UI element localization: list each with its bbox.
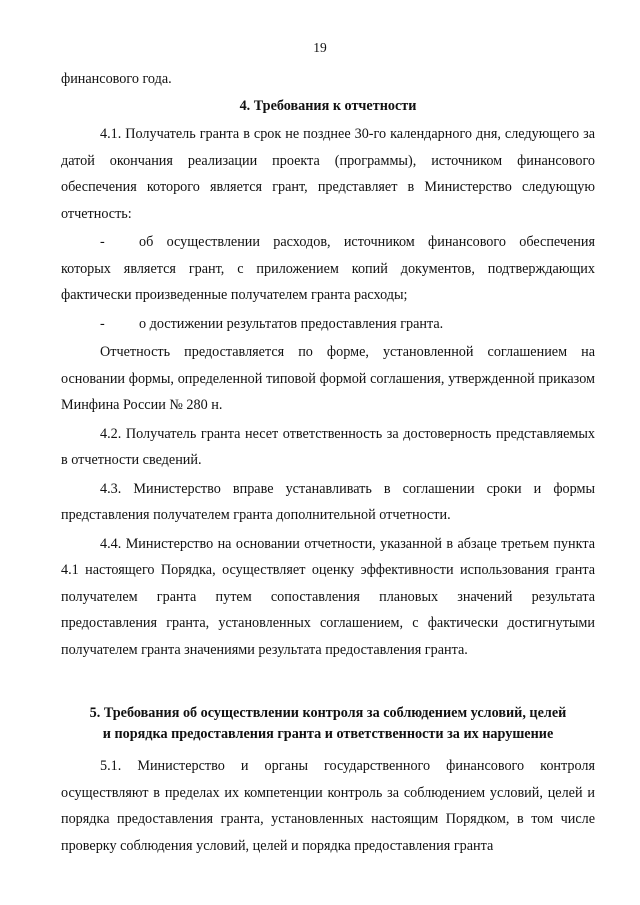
paragraph-4-3: 4.3. Министерство вправе устанавливать в соглашении сроки и формы представления получателем гранта дополнительной отчетности. <box>61 480 595 523</box>
dash-list-item-1-text: об осуществлении расходов, источником финансового обеспечения которых является грант, с приложением копий документов, подтверждающих фактически произведенные получателем гранта расходы; <box>61 234 595 303</box>
section-5-heading-line-1: 5. Требования об осуществлении контроля за соблюдением условий, целей <box>89 705 567 721</box>
dash-list-item-2 <box>61 311 595 338</box>
section-4-heading: 4. Требования к отчетности <box>239 97 417 114</box>
paragraph-report-form: Отчетность предоставляется по форме, установленной соглашением на основании формы, определенной типовой формой соглашения, утвержденной приказом Минфина России № 280 н. <box>61 344 595 413</box>
dash-marker: - <box>100 234 105 250</box>
page-number: 19 <box>313 40 327 55</box>
document-body <box>61 66 595 859</box>
dash-marker: - <box>100 315 105 332</box>
section-5-heading <box>61 703 595 745</box>
paragraph-4-4: 4.4. Министерство на основании отчетности, указанной в абзаце третьем пункта 4.1 настоящего Порядка, осуществляет оценку эффективности использования гранта получателем гранта путем сопоставления плановых значений результата предоставления гранта, установленных соглашением, с фактически достигнутыми получателем гранта значениями результата предоставления гранта. <box>61 535 595 658</box>
carry-over-text: финансового года. <box>61 71 172 87</box>
paragraph-5-1: 5.1. Министерство и органы государственного финансового контроля осуществляют в пределах их компетенции контроль за соблюдением условий, целей и порядка предоставления гранта, установленных настоящим Порядком, в том числе проверку соблюдения условий, целей и порядка предоставления гранта <box>61 758 595 854</box>
dash-list-item-2-text: о достижении результатов предоставления гранта. <box>139 315 444 332</box>
paragraph-4-1: 4.1. Получатель гранта в срок не позднее 30-го календарного дня, следующего за датой окончания реализации проекта (программы), источником финансового обеспечения которого является грант, представляет в Министерство следующую отчетность: <box>61 126 595 222</box>
section-5-heading-line-2: и порядка предоставления гранта и ответственности за их нарушение <box>102 726 554 742</box>
paragraph-4-2: 4.2. Получатель гранта несет ответственность за достоверность представляемых в отчетности сведений. <box>61 425 595 468</box>
dash-list-item-1 <box>61 229 595 309</box>
